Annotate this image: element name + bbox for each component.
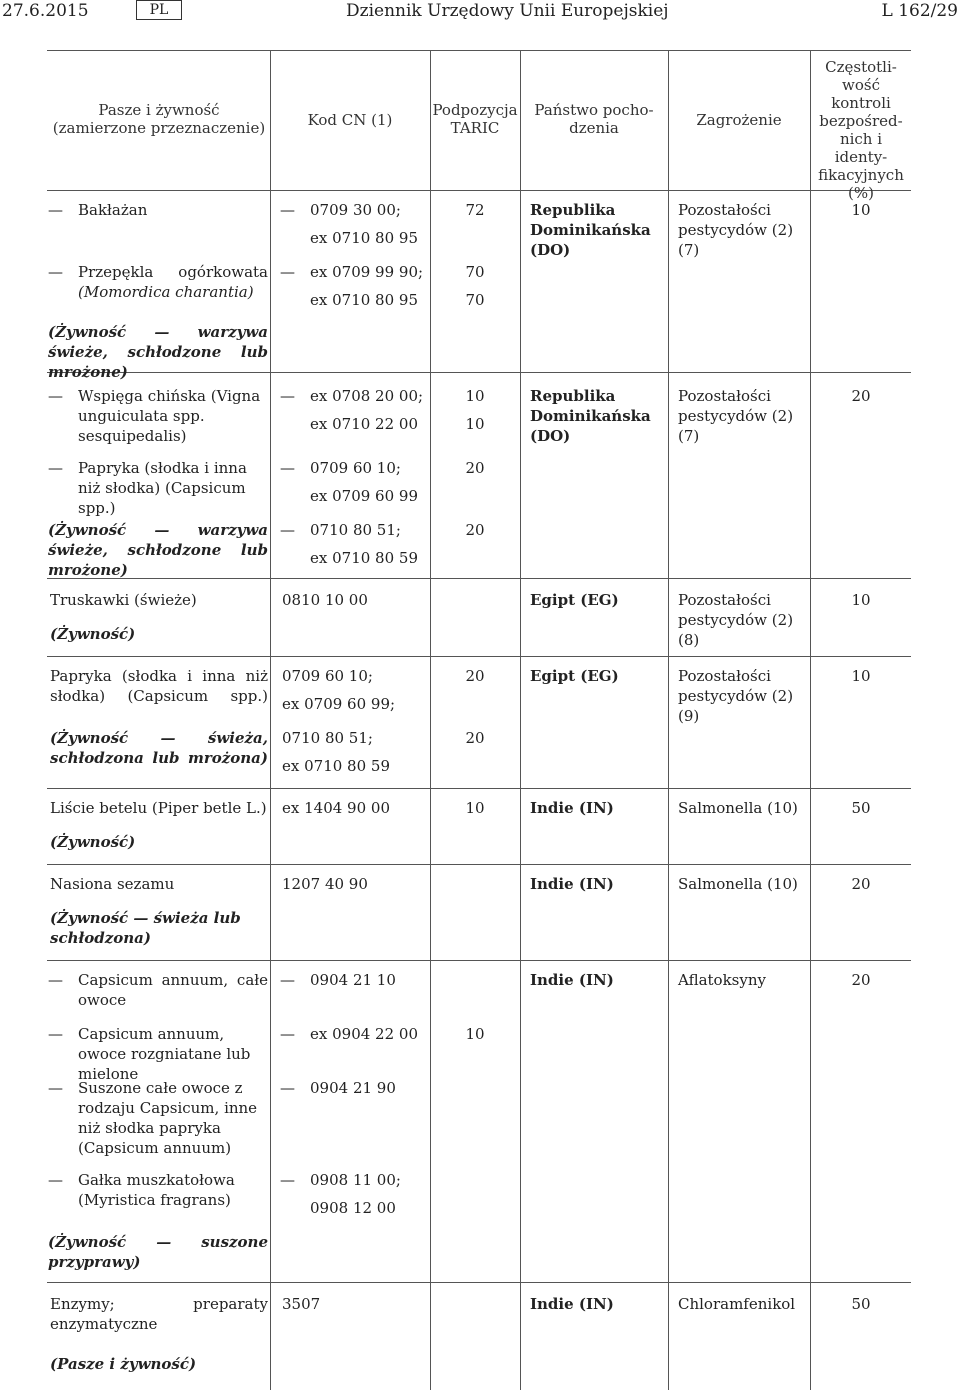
cn-code: — 0904 21 10 <box>280 970 428 990</box>
item-nutmeg: — Gałka muszkatołowa (Myristica fragrans) <box>48 1170 268 1210</box>
cn-code: 0810 10 00 <box>282 591 368 609</box>
column-divider <box>520 50 521 1390</box>
origin-country: Republika Dominikańska (DO) <box>530 201 651 259</box>
hazard: Chloramfenikol <box>678 1295 796 1313</box>
cn-code: 0709 60 10; <box>282 667 373 685</box>
column-header-cn-code: Kod CN (1) <box>307 111 393 129</box>
intended-use-note: (Żywność — warzywa świeże, schłodzone lub mrożone) <box>48 521 268 579</box>
item-strawberries: Truskawki (świeże) <box>50 591 197 609</box>
check-frequency: 50 <box>851 799 871 817</box>
intended-use-note: (Żywność — świeża, schłodzona lub mrożona) <box>50 729 268 767</box>
origin-country: Republika Dominikańska (DO) <box>530 387 651 445</box>
taric-code: 20 <box>465 459 485 477</box>
hazard: Pozostałości pestycydów (2) (8) <box>678 591 794 649</box>
cn-code: ex 0710 22 00 <box>310 415 418 433</box>
check-frequency: 20 <box>851 971 871 989</box>
check-frequency: 10 <box>851 201 871 219</box>
item-dried-capsicum: — Suszone całe owoce z rodzaju Capsicum, inne niż słodka papryka (Capsicum annuum) <box>48 1078 268 1158</box>
cn-code: — 0709 30 00; <box>280 200 428 220</box>
item-sesame-seeds: Nasiona sezamu <box>50 875 175 893</box>
column-divider <box>270 50 271 1390</box>
item-bitter-melon: — Przepękla ogórkowata <box>48 262 268 282</box>
column-header-origin: Państwo pocho- dzenia <box>534 101 654 137</box>
cn-code: ex 0709 60 99 <box>310 487 418 505</box>
intended-use-note: (Żywność — świeża lub schłodzona) <box>50 909 241 947</box>
origin-country: Egipt (EG) <box>530 667 619 685</box>
column-header-hazard: Zagrożenie <box>696 111 782 129</box>
item-capsicum-whole: — Capsicum annuum, całe owoce <box>48 970 268 1010</box>
item-yardlong-bean: — Wspięga chińska (Vigna unguiculata spp. sesquipedalis) <box>48 386 268 446</box>
hazard: Pozostałości pestycydów (2) (7) <box>678 201 794 259</box>
taric-code: 20 <box>465 729 485 747</box>
cn-code: — ex 0708 20 00; <box>280 386 428 406</box>
item-enzymes: Enzymy; preparaty enzymatyczne <box>50 1295 268 1333</box>
hazard: Salmonella (10) <box>678 799 798 817</box>
row-divider <box>47 656 911 657</box>
column-header-taric: Podpozycja TARIC <box>432 101 518 137</box>
cn-code: 0908 12 00 <box>310 1199 396 1217</box>
cn-code: — 0908 11 00; <box>280 1170 428 1190</box>
item-bitter-melon-latin: (Momordica charantia) <box>78 283 254 301</box>
taric-code: 70 <box>465 263 485 281</box>
hazard: Pozostałości pestycydów (2) (9) <box>678 667 794 725</box>
row-divider <box>47 788 911 789</box>
hazard: Pozostałości pestycydów (2) (7) <box>678 387 794 445</box>
cn-code: — ex 0904 22 00 <box>280 1024 428 1044</box>
cn-code: ex 0710 80 59 <box>310 549 418 567</box>
origin-country: Indie (IN) <box>530 1295 614 1313</box>
header-bottom-border <box>47 190 911 191</box>
intended-use-note: (Żywność) <box>50 833 136 851</box>
taric-code: 10 <box>465 415 485 433</box>
item-betel-leaves: Liście betelu (Piper betle L.) <box>50 799 267 817</box>
origin-country: Indie (IN) <box>530 971 614 989</box>
taric-code: 10 <box>465 1025 485 1043</box>
cn-code: ex 0709 60 99; <box>282 695 396 713</box>
cn-code: — 0710 80 51; <box>280 520 428 540</box>
taric-code: 20 <box>465 521 485 539</box>
cn-code: ex 0710 80 95 <box>310 229 418 247</box>
cn-code: 3507 <box>282 1295 321 1313</box>
taric-code: 10 <box>465 387 485 405</box>
column-header-frequency: Częstotli- wość kontroli bezpośred- nich i identy- fikacyjnych (%) <box>818 58 904 202</box>
origin-country: Indie (IN) <box>530 799 614 817</box>
check-frequency: 20 <box>851 387 871 405</box>
hazard: Aflatoksyny <box>678 971 766 989</box>
table-top-border <box>47 50 911 51</box>
column-divider <box>668 50 669 1390</box>
item-capsicum-crushed: — Capsicum annuum, owoce rozgniatane lub mielone <box>48 1024 268 1084</box>
intended-use-note: (Pasze i żywność) <box>50 1355 197 1373</box>
cn-code: ex 0710 80 59 <box>282 757 390 775</box>
origin-country: Indie (IN) <box>530 875 614 893</box>
taric-code: 20 <box>465 667 485 685</box>
page-number: L 162/29 <box>881 1 958 21</box>
journal-title: Dziennik Urzędowy Unii Europejskiej <box>346 1 669 21</box>
taric-code: 72 <box>465 201 485 219</box>
column-header-feed-food: Pasze i żywność (zamierzone przeznaczenie) <box>52 101 266 137</box>
intended-use-note: (Żywność) <box>50 625 136 643</box>
cn-code: — 0904 21 90 <box>280 1078 428 1098</box>
row-divider <box>47 864 911 865</box>
origin-country: Egipt (EG) <box>530 591 619 609</box>
row-divider <box>47 1282 911 1283</box>
language-badge: PL <box>136 0 182 20</box>
taric-code: 70 <box>465 291 485 309</box>
cn-code: 1207 40 90 <box>282 875 368 893</box>
item-pepper: Papryka (słodka i inna niż słodka) (Capsicum spp.) <box>50 667 268 705</box>
item-eggplant: — Bakłażan <box>48 200 268 220</box>
column-divider <box>430 50 431 1390</box>
item-pepper: — Papryka (słodka i inna niż słodka) (Capsicum spp.) <box>48 458 268 518</box>
cn-code: — 0709 60 10; <box>280 458 428 478</box>
cn-code: ex 1404 90 00 <box>282 799 390 817</box>
column-divider <box>810 50 811 1390</box>
check-frequency: 10 <box>851 591 871 609</box>
cn-code: ex 0710 80 95 <box>310 291 418 309</box>
taric-code: 10 <box>465 799 485 817</box>
check-frequency: 10 <box>851 667 871 685</box>
cn-code: 0710 80 51; <box>282 729 373 747</box>
intended-use-note: (Żywność — warzywa świeże, schłodzone lub mrożone) <box>48 323 268 381</box>
cn-code: — ex 0709 99 90; <box>280 262 428 282</box>
row-divider <box>47 960 911 961</box>
check-frequency: 50 <box>851 1295 871 1313</box>
intended-use-note: (Żywność — suszone przyprawy) <box>48 1233 268 1271</box>
check-frequency: 20 <box>851 875 871 893</box>
hazard: Salmonella (10) <box>678 875 798 893</box>
header-date: 27.6.2015 <box>2 1 89 21</box>
